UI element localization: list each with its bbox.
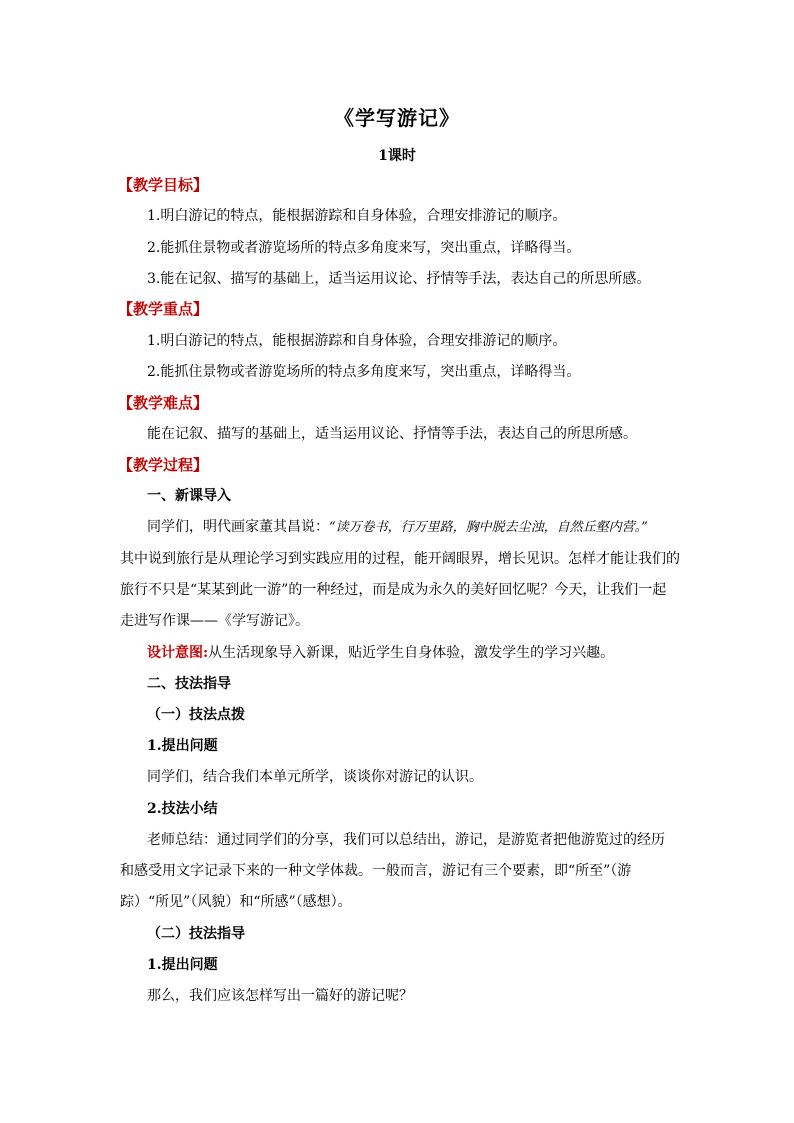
step-text: 同学们，结合我们本单元所学，谈谈你对游记的认识。: [147, 769, 483, 785]
subsection-title: （二）技法指导: [147, 926, 245, 942]
step-title: 1.提出问题: [147, 738, 218, 754]
intro-paragraph-line: 旅行不只是“某某到此一游”的一种经过，而是成为永久的美好回忆呢？今天，让我们一起: [120, 582, 667, 598]
quote-text: “读万卷书，行万里路，胸中脱去尘浊，自然丘壑内营。”: [329, 520, 648, 535]
intro-paragraph-line: 其中说到旅行是从理论学习到实践应用的过程，能开阔眼界，增长见识。怎样才能让我们的: [120, 551, 680, 567]
document-title: 《学写游记》: [334, 106, 460, 130]
difficulties-heading: 【教学难点】: [118, 394, 209, 412]
summary-line: 踪）“所见”（风貌）和“所感”（感想）。: [120, 894, 352, 910]
difficulty-text: 能在记叙、描写的基础上，适当运用议论、抒情等手法，表达自己的所思所感。: [147, 426, 637, 442]
design-text: 从生活现象导入新课，贴近学生自身体验，激发学生的学习兴趣。: [208, 645, 615, 661]
objective-item: 2.能抓住景物或者游览场所的特点多角度来写，突出重点，详略得当。: [147, 240, 581, 256]
step-title: 1.提出问题: [147, 957, 218, 973]
intro-paragraph-line: [147, 517, 648, 538]
step-text: 那么，我们应该怎样写出一篇好的游记呢？: [147, 988, 413, 1004]
step-title: 2.技法小结: [147, 801, 218, 817]
intro-text: 同学们，明代画家董其昌说：: [147, 519, 329, 535]
key-point-item: 2.能抓住景物或者游览场所的特点多角度来写，突出重点，详略得当。: [147, 364, 581, 380]
section-title: 二、技法指导: [147, 676, 231, 692]
summary-line: 和感受用文字记录下来的一种文学体裁。一般而言，游记有三个要素，即“所至”（游: [120, 863, 632, 879]
objectives-heading: 【教学目标】: [118, 176, 209, 194]
subsection-title: （一）技法点拨: [147, 707, 245, 723]
key-point-item: 1.明白游记的特点，能根据游踪和自身体验，合理安排游记的顺序。: [147, 333, 567, 349]
objective-item: 3.能在记叙、描写的基础上，适当运用议论、抒情等手法，表达自己的所思所感。: [147, 271, 651, 287]
objective-item: 1.明白游记的特点，能根据游踪和自身体验，合理安排游记的顺序。: [147, 208, 567, 224]
key-points-heading: 【教学重点】: [118, 300, 209, 318]
document-subtitle: 1课时: [378, 148, 416, 164]
design-intent: [147, 643, 614, 663]
section-title: 一、新课导入: [147, 488, 231, 504]
design-label: 设计意图:: [147, 645, 209, 661]
summary-line: 老师总结：通过同学们的分享，我们可以总结出，游记，是游览者把他游览过的经历: [147, 832, 665, 848]
process-heading: 【教学过程】: [118, 456, 209, 474]
intro-paragraph-line: 走进写作课——《学写游记》。: [120, 613, 309, 629]
